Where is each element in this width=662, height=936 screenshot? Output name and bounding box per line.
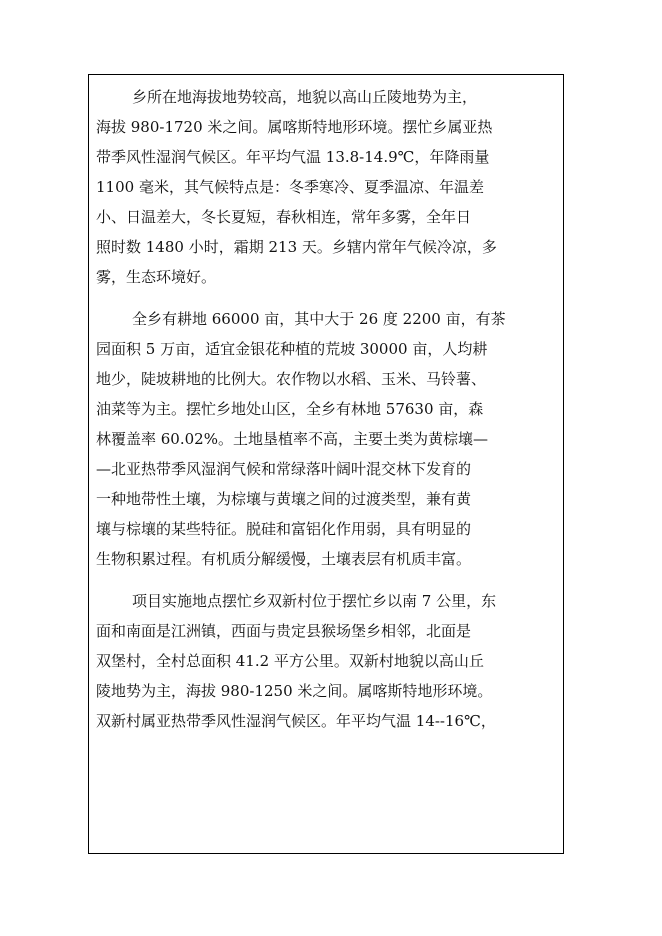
text-line: 生物积累过程。有机质分解缓慢，土壤表层有机质丰富。 <box>96 550 472 568</box>
document-body <box>96 82 562 748</box>
text-line: 一种地带性土壤，为棕壤与黄壤之间的过渡类型，兼有黄 <box>96 490 472 508</box>
text-line: 壤与棕壤的某些特征。脱硅和富铝化作用弱，具有明显的 <box>96 520 472 538</box>
text-line: 双新村属亚热带季风性湿润气候区。年平均气温 14--16℃， <box>96 712 496 730</box>
text-line: 乡所在地海拔地势较高，地貌以高山丘陵地势为主， <box>132 88 478 106</box>
text-line: 小、日温差大，冬长夏短，春秋相连，常年多雾，全年日 <box>96 208 472 226</box>
text-line: 全乡有耕地 66000 亩，其中大于 26 度 2200 亩，有茶 <box>132 310 506 328</box>
text-line: —北亚热带季风湿润气候和常绿落叶阔叶混交林下发育的 <box>96 460 472 478</box>
text-line: 陵地势为主，海拔 980-1250 米之间。属喀斯特地形环境。 <box>96 682 493 700</box>
paragraph-land-use <box>96 304 562 574</box>
text-line: 带季风性湿润气候区。年平均气温 13.8-14.9℃，年降雨量 <box>96 148 490 166</box>
paragraph-project-site <box>96 586 562 736</box>
text-line: 园面积 5 万亩，适宜金银花种植的荒坡 30000 亩，人均耕 <box>96 340 488 358</box>
paragraph-climate <box>96 82 562 292</box>
text-line: 面和南面是江洲镇，西面与贵定县猴场堡乡相邻，北面是 <box>96 622 472 640</box>
text-line: 双堡村，全村总面积 41.2 平方公里。双新村地貌以高山丘 <box>96 652 484 670</box>
text-line: 地少，陡坡耕地的比例大。农作物以水稻、玉米、马铃薯、 <box>96 370 487 388</box>
text-line: 1100 毫米，其气候特点是：冬季寒冷、夏季温凉、年温差 <box>96 178 484 196</box>
text-line: 海拔 980-1720 米之间。属喀斯特地形环境。摆忙乡属亚热 <box>96 118 493 136</box>
text-line: 林覆盖率 60.02%。土地垦植率不高，主要土类为黄棕壤— <box>96 430 488 448</box>
text-line: 雾，生态环境好。 <box>96 268 217 286</box>
text-line: 油菜等为主。摆忙乡地处山区，全乡有林地 57630 亩，森 <box>96 400 484 418</box>
text-line: 照时数 1480 小时，霜期 213 天。乡辖内常年气候冷凉，多 <box>96 238 497 256</box>
text-line: 项目实施地点摆忙乡双新村位于摆忙乡以南 7 公里，东 <box>132 592 497 610</box>
